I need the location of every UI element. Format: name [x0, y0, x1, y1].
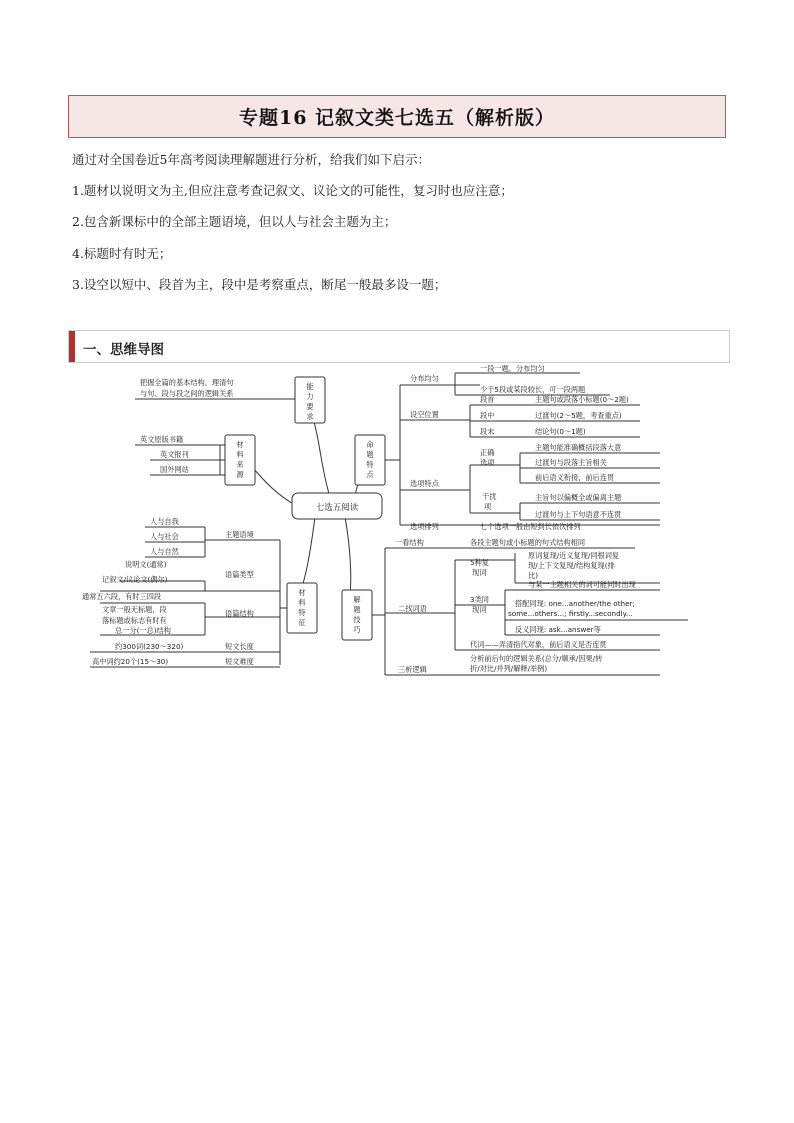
position-3-desc: 结论句(0～1题) — [535, 427, 586, 436]
genre-item-2: 记叙文/议论文(偶尔) — [102, 575, 168, 584]
structure-item-1: 通常五六段，有时三四段 — [82, 592, 162, 601]
distractor-item-2: 过渡句与上下句语意不连贯 — [535, 510, 622, 519]
correct-item-2: 过渡句与段落主旨相关 — [535, 458, 607, 467]
distribution-item-2: 少于5段或某段较长，可一段两题 — [480, 385, 586, 394]
order-desc: 七个选项一般由短到长依次排列 — [480, 522, 581, 531]
ability-desc-2: 与句、段与段之间的逻辑关系 — [140, 389, 234, 398]
theme-item-2: 人与社会 — [150, 532, 179, 541]
distractor-label-1: 干扰 — [482, 492, 497, 501]
technique-label-2: 题 — [353, 605, 361, 614]
look-desc: 各段主题句或小标题的句式结构相同 — [470, 538, 586, 547]
mind-map — [80, 365, 720, 685]
repeat-desc-2: 现/上下文复现/结构复现(排 — [528, 561, 615, 570]
ability-label-2: 力 — [306, 392, 314, 401]
look-name: 一看结构 — [395, 538, 424, 547]
length-name: 短文长度 — [225, 642, 254, 651]
technique-label-1: 解 — [353, 595, 361, 604]
length-value: 约300词(230～320) — [115, 642, 184, 651]
position-3: 段末 — [480, 427, 495, 436]
source-label-3: 来 — [236, 460, 244, 469]
position-1: 段首 — [480, 395, 495, 404]
intro-line-4: 4.标题时有时无； — [72, 246, 172, 261]
intro-line-5: 3.设空以短中、段首为主，段中是考察重点，断尾一般最多设一题； — [72, 277, 447, 292]
three-item-3: some...others...; firstly...secondly... — [508, 609, 633, 618]
logic-desc-2: 折/对比/并列/解释/举例) — [470, 664, 548, 673]
technique-label-3: 技 — [353, 615, 361, 624]
source-label-1: 材 — [236, 440, 244, 449]
structure-item-2: 文章一般无标题，段 — [102, 605, 167, 614]
source-label-2: 料 — [236, 450, 244, 459]
intro-line-2: 1.题材以说明文为主,但应注意考查记叙文、议论文的可能性，复习时也应注意； — [72, 183, 513, 198]
positions-name: 设空位置 — [410, 410, 439, 419]
three-item-2: 搭配同现: one...another/the other; — [515, 599, 635, 608]
correct-label-1: 正确 — [480, 448, 495, 457]
features-label-4: 征 — [298, 618, 306, 627]
logic-desc-1: 分析前后句的逻辑关系(总分/顺承/因果/转 — [470, 654, 603, 663]
options-name: 选项特点 — [410, 479, 439, 488]
features-label-3: 特 — [298, 608, 306, 617]
center-node: 七选五阅读 — [315, 503, 359, 513]
structure-name: 语篇结构 — [225, 609, 254, 618]
distribution-item-1: 一段一题，分布均匀 — [480, 365, 545, 373]
theme-item-3: 人与自然 — [150, 547, 179, 556]
section-accent — [69, 331, 75, 362]
genre-item-1: 说明文(通常) — [125, 560, 167, 569]
question-label-2: 题 — [366, 450, 374, 459]
question-label-4: 点 — [366, 470, 374, 479]
source-item-1: 英文原版书籍 — [140, 435, 184, 444]
section-header — [68, 330, 730, 363]
three-item-1: 与某一主题相关的词可能同时出现 — [528, 580, 636, 589]
position-2-desc: 过渡句(2～5题，考查重点) — [535, 411, 622, 420]
position-2: 段中 — [480, 411, 495, 420]
theme-name: 主题语境 — [225, 530, 254, 539]
correct-item-1: 主题句能准确概括段落大意 — [535, 443, 622, 452]
section-title: 一、思维导图 — [83, 342, 164, 358]
distractor-item-1: 主旨句以偏概全或偏离主题 — [535, 493, 622, 502]
repeat-desc-1: 原词复现/近义复现/同根词复 — [528, 551, 620, 560]
correct-label-2: 选项 — [480, 458, 495, 467]
repeat-label-2: 现词 — [472, 568, 487, 577]
structure-item-3: 落标题或标志有时有 — [102, 616, 167, 625]
find-name: 二找词语 — [398, 604, 427, 613]
correct-item-3: 前后语义衔接，前后连贯 — [535, 473, 615, 482]
position-1-desc: 主题句或段落小标题(0～2题) — [535, 395, 629, 404]
question-label-1: 命 — [366, 440, 374, 449]
ability-label-1: 能 — [306, 382, 314, 391]
source-item-2: 英文报刊 — [160, 450, 189, 459]
theme-item-1: 人与自我 — [150, 517, 179, 526]
genre-name: 语篇类型 — [225, 570, 254, 579]
structure-item-4: 总一分(一总)结构 — [115, 626, 171, 635]
pronoun-desc: 代词——弄清指代对象，前后语义是否连贯 — [470, 640, 607, 649]
question-label-3: 特 — [366, 460, 374, 469]
source-item-3: 国外网站 — [160, 465, 189, 474]
features-label-2: 料 — [298, 598, 306, 607]
intro-line-3: 2.包含新课标中的全部主题语境，但以人与社会主题为主； — [72, 214, 397, 229]
distractor-label-2: 项 — [484, 502, 492, 511]
technique-label-4: 巧 — [353, 625, 361, 634]
order-name: 选项排列 — [410, 522, 439, 531]
difficulty-value: 高中词约20个(15～30) — [92, 657, 169, 666]
features-label-1: 材 — [298, 588, 306, 597]
three-label-2: 现词 — [472, 605, 487, 614]
three-label-1: 3类同 — [470, 595, 489, 604]
three-item-4: 反义同现: ask...answer等 — [515, 625, 601, 634]
logic-name: 三析逻辑 — [398, 665, 427, 674]
ability-label-3: 要 — [306, 402, 314, 411]
source-label-4: 源 — [236, 470, 244, 479]
title-box — [68, 95, 726, 138]
distribution-name: 分布均匀 — [410, 374, 439, 383]
repeat-desc-3: 比) — [528, 571, 538, 580]
difficulty-name: 短文难度 — [225, 657, 254, 666]
ability-label-4: 求 — [306, 412, 314, 421]
ability-desc-1: 把握全篇的基本结构，理清句 — [140, 378, 234, 387]
intro-line-1: 通过对全国卷近5年高考阅读理解题进行分析，给我们如下启示： — [72, 152, 430, 167]
repeat-label-1: 5种复 — [470, 558, 489, 567]
page-title: 专题16 记叙文类七选五（解析版） — [238, 107, 556, 129]
